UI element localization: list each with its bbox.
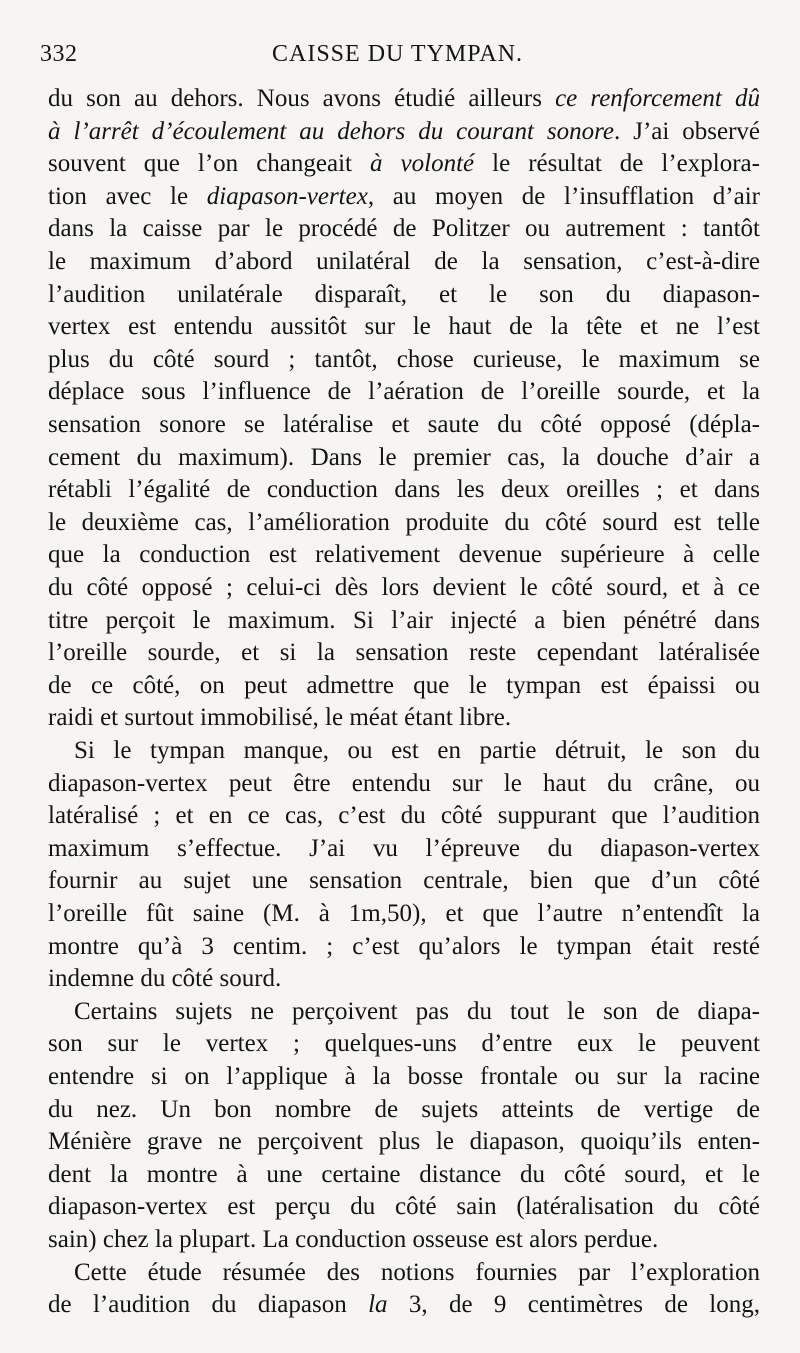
text-line [48, 604, 760, 637]
text-line [48, 278, 760, 311]
text-line [48, 245, 760, 278]
text-line [48, 180, 760, 213]
text-run: montre qu’à 3 centim. ; c’est qu’alors le tympan était resté [48, 932, 760, 960]
text-line [48, 669, 760, 702]
running-title: CAISSE DU TYMPAN. [272, 41, 524, 67]
italic-text-run: ce renforcement dû [555, 85, 760, 112]
text-run: l’oreille sourde, et si la sensation reste cependant latéralisée [48, 639, 760, 667]
text-line [48, 1158, 760, 1191]
text-run: sensation sonore se latéralise et saute du côté opposé (dépla- [48, 411, 760, 438]
text-run: déplace sous l’influence de l’aération de l’oreille sourde, et la [48, 378, 760, 406]
running-header [40, 36, 760, 72]
text-line [48, 962, 760, 995]
text-run: du nez. Un bon nombre de sujets atteints de vertige de [48, 1095, 760, 1123]
text-run: rétabli l’égalité de conduction dans les deux oreilles ; et dans [48, 476, 760, 504]
text-run: du côté opposé ; celui-ci dès lors devient le côté sourd, et à ce [48, 574, 760, 601]
text-line [48, 212, 760, 245]
text-line [48, 995, 760, 1028]
text-line [48, 82, 760, 115]
text-line [48, 636, 760, 669]
text-run: indemne du côté sourd. [48, 965, 282, 993]
italic-text-run: la [368, 1291, 388, 1319]
text-line [48, 538, 760, 571]
text-run: Ménière grave ne perçoivent plus le diapason, quoiqu’ils enten- [48, 1128, 760, 1156]
text-run: dans la caisse par le procédé de Politzer ou autrement : tantôt [48, 215, 760, 243]
text-run: , au moyen de l’insufflation d’air [367, 182, 760, 210]
text-line [48, 408, 760, 441]
text-line [48, 767, 760, 800]
text-run: le résultat de l’explora- [474, 150, 760, 178]
text-run: maximum s’effectue. J’ai vu l’épreuve du diapason-vertex [48, 834, 760, 862]
text-line [48, 115, 760, 148]
text-line [48, 473, 760, 506]
text-run: le maximum d’abord unilatéral de la sensation, c’est-à-dire [48, 248, 760, 275]
text-line [48, 1027, 760, 1060]
text-line [48, 1190, 760, 1223]
text-run: du son au dehors. Nous avons étudié ailleurs [48, 85, 556, 112]
text-run: cement du maximum). Dans le premier cas, la douche d’air a [48, 443, 760, 471]
text-run: souvent que l’on changeait [48, 150, 370, 178]
text-line [48, 799, 760, 832]
text-run: 3, de 9 centimètres de long, [387, 1291, 760, 1319]
text-run: latéralisé ; et en ce cas, c’est du côté suppurant que l’audition [48, 802, 760, 830]
text-run: l’audition unilatérale disparaît, et le son du diapason- [48, 280, 760, 308]
text-run: dent la montre à une certaine distance du côté sourd, et le [48, 1160, 760, 1188]
text-run: diapason-vertex est perçu du côté sain (latéralisation du côté [48, 1193, 760, 1221]
text-line [48, 147, 760, 180]
text-run: sain) chez la plupart. La conduction osseuse est alors perdue. [48, 1226, 659, 1253]
italic-text-run: diapason-vertex [206, 182, 368, 210]
text-line [48, 864, 760, 897]
text-run: de l’audition du diapason [48, 1291, 369, 1319]
text-run: Si le tympan manque, ou est en partie détruit, le son du [74, 737, 760, 764]
text-line [48, 343, 760, 376]
text-run: plus du côté sourd ; tantôt, chose curieuse, le maximum se [48, 345, 760, 373]
text-run: son sur le vertex ; quelques-uns d’entre eux le peuvent [48, 1030, 760, 1058]
text-run: diapason-vertex peut être entendu sur le haut du crâne, ou [48, 769, 760, 797]
text-run: raidi et surtout immobilisé, le méat étant libre. [48, 704, 512, 732]
text-line [48, 441, 760, 474]
text-line [48, 1223, 760, 1256]
text-line [48, 1060, 760, 1093]
text-line [48, 310, 760, 343]
text-line [48, 1288, 760, 1321]
text-line [48, 832, 760, 865]
text-run: . J’ai observé [614, 117, 761, 145]
italic-text-run: à l’arrêt d’écoulement au dehors du courant sonore [48, 117, 615, 145]
text-run: Cette étude résumée des notions fournies par l’exploration [74, 1258, 760, 1286]
text-run: entendre si on l’applique à la bosse frontale ou sur la racine [48, 1063, 760, 1090]
text-run: Certains sujets ne perçoivent pas du tout le son de diapa- [74, 997, 760, 1025]
text-run: que la conduction est relativement devenue supérieure à celle [48, 541, 760, 569]
text-line [48, 897, 760, 930]
text-run: fournir au sujet une sensation centrale, bien que d’un côté [48, 867, 760, 895]
text-line [48, 375, 760, 408]
text-line [48, 930, 760, 963]
text-run: tion avec le [48, 182, 207, 210]
text-line [48, 506, 760, 539]
text-line [48, 571, 760, 604]
text-line [48, 701, 760, 734]
text-line [48, 1125, 760, 1158]
text-run: titre perçoit le maximum. Si l’air injecté a bien pénétré dans [48, 606, 760, 634]
text-run: de ce côté, on peut admettre que le tympan est épaissi ou [48, 671, 760, 699]
text-run: vertex est entendu aussitôt sur le haut de la tête et ne l’est [48, 313, 760, 341]
text-line [48, 734, 760, 767]
text-line [48, 1256, 760, 1289]
text-run: le deuxième cas, l’amélioration produite du côté sourd est telle [48, 508, 760, 536]
italic-text-run: à volonté [370, 150, 475, 178]
page-number: 332 [40, 41, 78, 67]
text-run: l’oreille fût saine (M. à 1m,50), et que l’autre n’entendît la [48, 900, 760, 927]
text-line [48, 1093, 760, 1126]
